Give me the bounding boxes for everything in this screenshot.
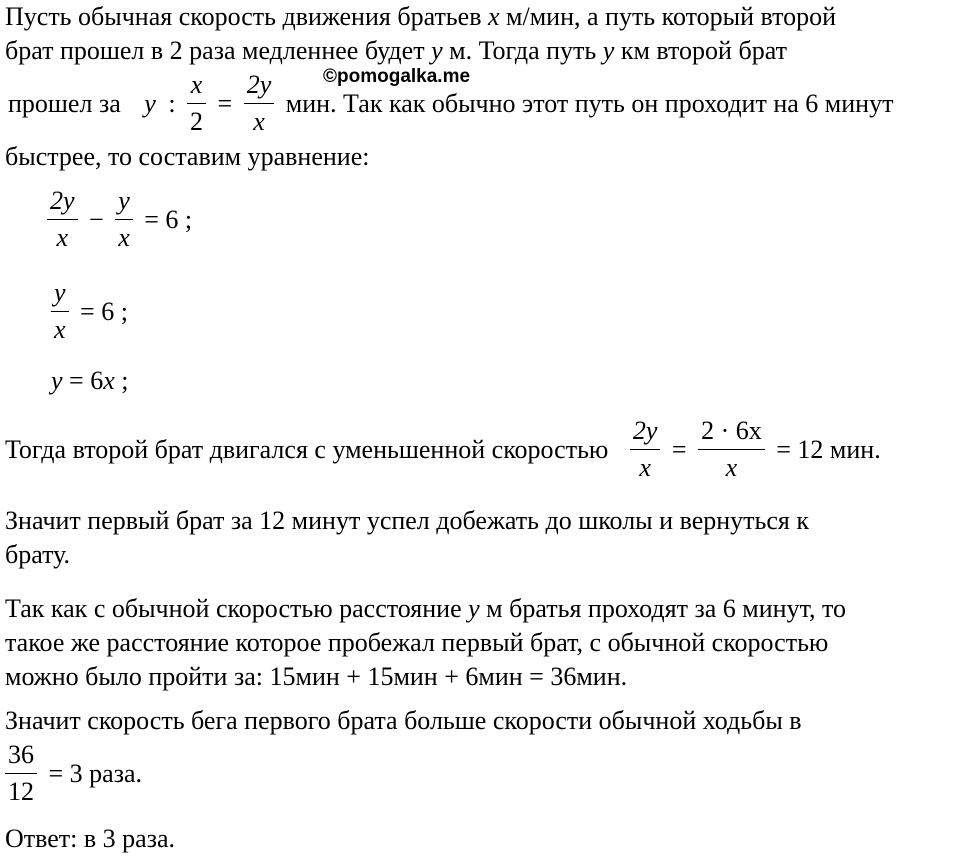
equation-2 (49, 278, 131, 345)
paragraph-1-line-2: брату. (5, 540, 71, 569)
fraction-numerator: 36 (5, 740, 37, 774)
fraction-numerator: 2y (47, 186, 78, 220)
paragraph-2-line-1 (5, 592, 846, 626)
fraction-y-over-x (51, 278, 69, 345)
equation-rhs: = 6 (69, 366, 104, 395)
speed-result: = 12 мин. (776, 434, 881, 464)
equation-rhs: = 6 ; (144, 204, 193, 234)
fraction-denominator: x (725, 453, 738, 482)
intro-line-4: быстрее, то составим уравнение: (5, 142, 370, 171)
fraction-numerator: y (115, 186, 133, 220)
fraction-denominator: x (639, 453, 651, 482)
fraction-2y-over-x (47, 186, 78, 253)
fraction-2-6x-over-x (698, 416, 765, 483)
intro-line-2-text-a: брат прошел в 2 раза медленнее будет (5, 36, 432, 65)
fraction-denominator: 12 (8, 777, 34, 806)
paragraph-1-line-1: Значит первый брат за 12 минут успел добежать до школы и вернуться к (5, 506, 809, 535)
var-y: y (431, 36, 443, 65)
equals-sign: = (671, 434, 687, 464)
var-y: y (51, 366, 63, 395)
answer-line: Ответ: в 3 раза. (5, 824, 176, 853)
var-x: x (487, 2, 500, 31)
speed-line (5, 416, 884, 483)
speed-text: Тогда второй брат двигался с уменьшенной скоростью (5, 434, 609, 464)
fraction-denominator: x (54, 315, 66, 344)
intro-line-1 (5, 0, 836, 34)
paragraph-3-line-1: Значит скорость бега первого брата больше скорости обычной ходьбы в (5, 706, 802, 735)
var-y: y (468, 594, 480, 623)
paragraph-2-text-b: м братья проходят за 6 минут, то (479, 594, 846, 623)
equation-1 (45, 186, 195, 253)
paragraph-2-text-a: Так как с обычной скоростью расстояние (5, 594, 469, 623)
fraction-denominator: x (253, 107, 265, 136)
intro-line-2 (5, 34, 787, 68)
intro-line-2-text-b: м. Тогда путь (442, 36, 603, 65)
fraction-numerator: 2y (244, 70, 275, 104)
intro-line-1-text-a: Пусть обычная скорость движения братьев (5, 2, 488, 31)
fraction-numerator: y (51, 278, 69, 312)
ratio-equation (5, 740, 145, 807)
fraction-denominator: x (56, 223, 69, 252)
var-y-3: y (144, 88, 156, 118)
fraction-2y-over-x (630, 416, 661, 483)
equation-rhs: = 6 ; (80, 296, 128, 326)
fraction-y-over-x (115, 186, 133, 253)
fraction-numerator: 2y (630, 416, 661, 450)
paragraph-2-line-2: такое же расстояние которое пробежал первый брат, с обычной скоростью (5, 628, 829, 657)
paragraph-2-line-3: можно было пройти за: 15мин + 15мин + 6мин = 36мин. (5, 662, 628, 691)
equation-3 (51, 364, 129, 398)
fraction-denominator: 2 (190, 107, 204, 136)
watermark: ©pomogalka.me (323, 66, 471, 87)
semicolon: ; (114, 366, 129, 395)
intro-line-2-text-c: км второй брат (614, 36, 787, 65)
var-x: x (103, 366, 115, 395)
intro-line-1-text-b: м/мин, а путь который второй (499, 2, 837, 31)
var-y-2: y (602, 36, 615, 65)
fraction-numerator: x (187, 70, 206, 104)
intro-line-3-text-b: мин. Так как обычно этот путь он проходит на 6 минут (285, 88, 894, 118)
fraction-36-over-12 (5, 740, 37, 807)
fraction-2y-over-x (244, 70, 275, 137)
fraction-x-over-2 (187, 70, 206, 137)
ratio-result: = 3 раза. (48, 758, 143, 788)
fraction-denominator: x (118, 223, 130, 252)
fraction-numerator: 2 · 6x (698, 416, 765, 450)
minus-sign: − (89, 204, 104, 234)
equals-sign: = (217, 88, 233, 118)
intro-line-3-text-a: прошел за (8, 88, 121, 118)
colon-sign: : (168, 88, 176, 118)
